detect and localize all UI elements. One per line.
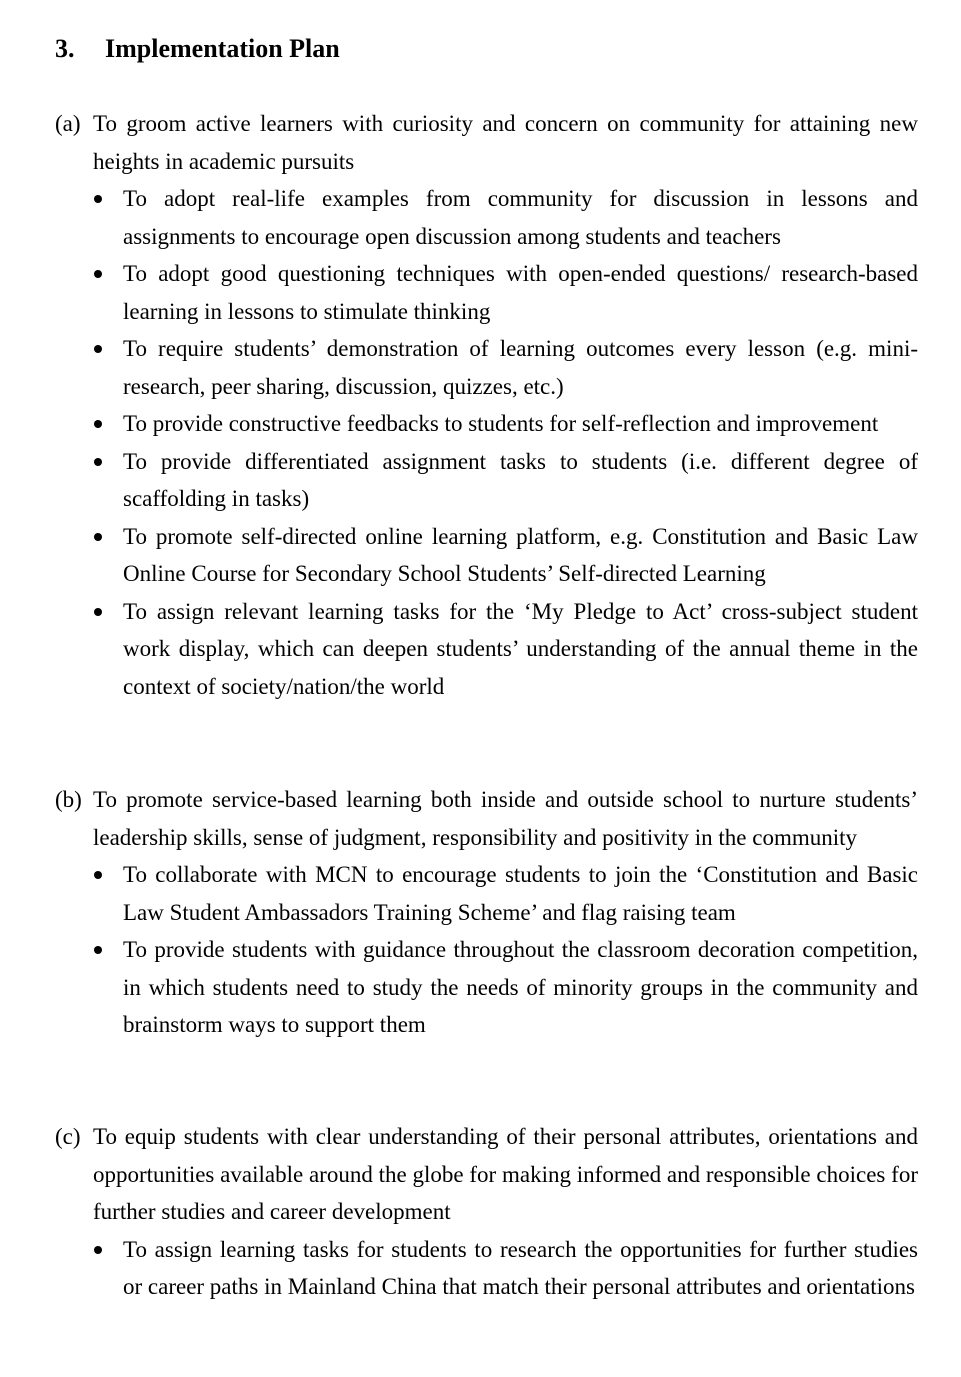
list-item-text: To promote self-directed online learning platform, e.g. Constitution and Basic Law Online Course for Secondary School Students’ Self-directed Learning — [123, 523, 918, 586]
list-item-text: To assign relevant learning tasks for the ‘My Pledge to Act’ cross-subject student work display, which can deepen students’ understanding of the annual theme in the context of society/nation/the world — [123, 598, 918, 699]
heading-title: Implementation Plan — [105, 34, 340, 63]
section-a-objective — [55, 105, 918, 180]
section-b — [55, 781, 918, 1044]
list-item — [55, 405, 918, 443]
bullet-icon — [94, 1246, 102, 1254]
section-b-objective — [55, 781, 918, 856]
list-item-text: To provide constructive feedbacks to students for self-reflection and improvement — [123, 411, 879, 436]
list-item — [55, 255, 918, 330]
bullet-icon — [94, 270, 102, 278]
bullet-icon — [94, 345, 102, 353]
section-heading — [55, 31, 340, 67]
bullet-icon — [94, 533, 102, 541]
list-item — [55, 593, 918, 706]
section-b-list — [55, 856, 918, 1044]
list-item-text: To collaborate with MCN to encourage students to join the ‘Constitution and Basic Law Student Ambassadors Training Scheme’ and flag raising team — [123, 862, 918, 925]
list-item-text: To adopt good questioning techniques with open-ended questions/ research-based learning in lessons to stimulate thinking — [123, 261, 918, 324]
list-item — [55, 1231, 918, 1306]
bullet-icon — [94, 458, 102, 466]
list-item-text: To provide students with guidance throughout the classroom decoration competition, in which students need to study the needs of minority groups in the community and brainstorm ways to support them — [123, 937, 918, 1037]
section-a-list — [55, 180, 918, 705]
section-a-letter: (a) — [55, 111, 81, 136]
section-a-text: To groom active learners with curiosity and concern on community for attaining new heights in academic pursuits — [93, 111, 918, 174]
list-item-text: To adopt real-life examples from community for discussion in lessons and assignments to encourage open discussion among students and teachers — [123, 186, 918, 249]
heading-number: 3. — [55, 34, 75, 63]
list-item — [55, 518, 918, 593]
list-item — [55, 931, 918, 1044]
list-item-text: To assign learning tasks for students to research the opportunities for further studies or career paths in Mainland China that match their personal attributes and orientations — [123, 1236, 918, 1299]
bullet-icon — [94, 420, 102, 428]
list-item — [55, 330, 918, 405]
bullet-icon — [94, 946, 102, 954]
list-item — [55, 443, 918, 518]
list-item — [55, 180, 918, 255]
bullet-icon — [94, 608, 102, 616]
section-c-text: To equip students with clear understanding of their personal attributes, orientations and opportunities available around the globe for making informed and responsible choices for further studies and career development — [93, 1124, 918, 1224]
section-b-letter: (b) — [55, 787, 82, 812]
list-item-text: To provide differentiated assignment tasks to students (i.e. different degree of scaffolding in tasks) — [123, 448, 918, 511]
section-c-letter: (c) — [55, 1124, 81, 1149]
section-b-text: To promote service-based learning both inside and outside school to nurture students’ leadership skills, sense of judgment, responsibility and positivity in the community — [93, 787, 918, 850]
list-item-text: To require students’ demonstration of learning outcomes every lesson (e.g. mini-research, peer sharing, discussion, quizzes, etc.) — [123, 336, 918, 399]
section-a — [55, 105, 918, 705]
section-c-list — [55, 1231, 918, 1306]
section-c-objective — [55, 1118, 918, 1231]
bullet-icon — [94, 871, 102, 879]
list-item — [55, 856, 918, 931]
bullet-icon — [94, 195, 102, 203]
section-c — [55, 1118, 918, 1306]
